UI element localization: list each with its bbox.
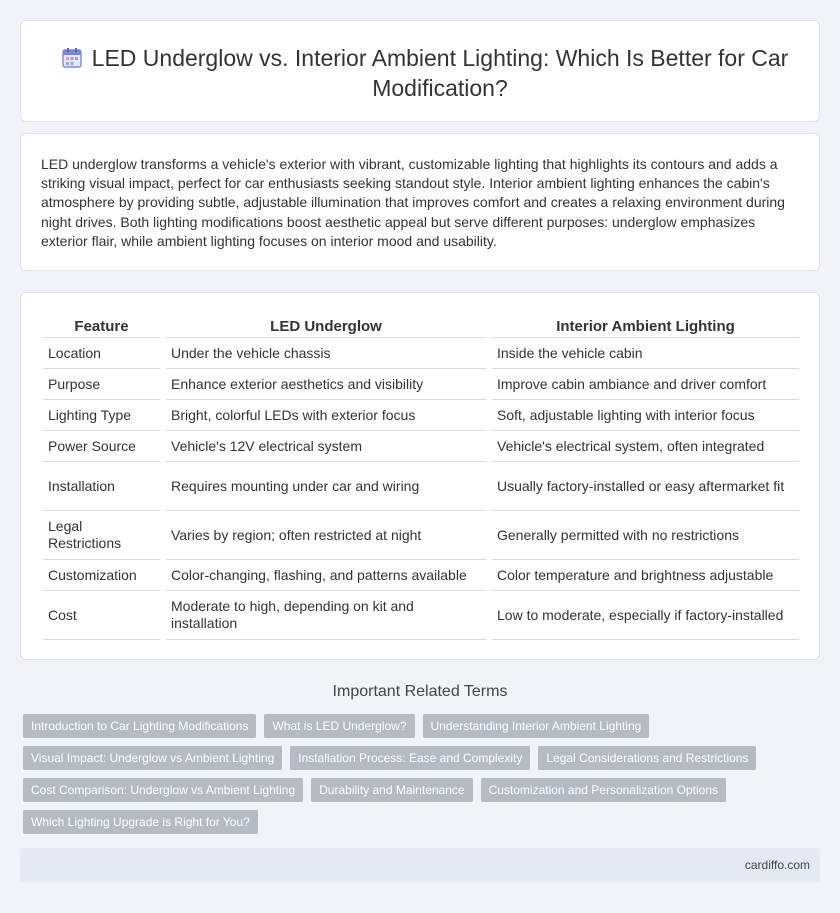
term-tag[interactable]: Customization and Personalization Options	[481, 778, 726, 802]
feature-cell: Lighting Type	[43, 400, 163, 431]
term-tag[interactable]: Introduction to Car Lighting Modifications	[23, 714, 256, 738]
footer	[20, 848, 820, 882]
related-terms-heading: Important Related Terms	[332, 683, 508, 700]
term-tag[interactable]: Cost Comparison: Underglow vs Ambient Lighting	[23, 778, 303, 802]
feature-cell: Power Source	[43, 431, 163, 462]
table-row	[43, 511, 799, 560]
ambient-cell: Soft, adjustable lighting with interior focus	[489, 400, 799, 431]
table-header-row	[43, 315, 799, 338]
feature-cell: Cost	[43, 591, 163, 640]
underglow-cell: Color-changing, flashing, and patterns available	[163, 560, 489, 591]
feature-cell: Purpose	[43, 369, 163, 400]
comparison-card	[20, 292, 820, 660]
feature-cell: Installation	[43, 462, 163, 511]
underglow-cell: Under the vehicle chassis	[163, 338, 489, 369]
title-card	[20, 20, 820, 122]
comparison-table	[43, 315, 799, 640]
feature-cell: Legal Restrictions	[43, 511, 163, 560]
footer-site-link[interactable]: cardiffo.com	[744, 858, 810, 872]
underglow-cell: Enhance exterior aesthetics and visibility	[163, 369, 489, 400]
ambient-cell: Improve cabin ambiance and driver comfort	[489, 369, 799, 400]
term-tag[interactable]: Visual Impact: Underglow vs Ambient Lighting	[23, 746, 282, 770]
intro-paragraph: LED underglow transforms a vehicle's exterior with vibrant, customizable lighting that highlights its contours and adds a striking visual impact, perfect for car enthusiasts seeking standout style. Interior ambient lighting enhances the cabin's atmosphere by providing subtle, adjustable illumination that improves comfort and creates a relaxing environment during night drives. Both lighting modifications boost aesthetic appeal but serve different purposes: underglow emphasizes exterior flair, while ambient lighting focuses on interior mood and usability.	[41, 156, 785, 249]
feature-cell: Location	[43, 338, 163, 369]
table-row	[43, 591, 799, 640]
term-tag[interactable]: Which Lighting Upgrade is Right for You?	[23, 810, 258, 834]
underglow-cell: Varies by region; often restricted at night	[163, 511, 489, 560]
underglow-cell: Moderate to high, depending on kit and installation	[163, 591, 489, 640]
table-row	[43, 462, 799, 511]
ambient-cell: Usually factory-installed or easy aftermarket fit	[489, 462, 799, 511]
term-tag[interactable]: Installation Process: Ease and Complexity	[290, 746, 530, 770]
table-row	[43, 560, 799, 591]
header-led-underglow: LED Underglow	[163, 315, 489, 338]
feature-cell: Customization	[43, 560, 163, 591]
page-title: LED Underglow vs. Interior Ambient Lighting: Which Is Better for Car Modification?	[91, 45, 789, 101]
ambient-cell: Inside the vehicle cabin	[489, 338, 799, 369]
underglow-cell: Bright, colorful LEDs with exterior focus	[163, 400, 489, 431]
term-tag[interactable]: Durability and Maintenance	[311, 778, 472, 802]
ambient-cell: Color temperature and brightness adjustable	[489, 560, 799, 591]
underglow-cell: Requires mounting under car and wiring	[163, 462, 489, 511]
header-interior-ambient: Interior Ambient Lighting	[489, 315, 799, 338]
term-tag[interactable]: What is LED Underglow?	[264, 714, 414, 738]
intro-card	[20, 133, 820, 271]
ambient-cell: Generally permitted with no restrictions	[489, 511, 799, 560]
table-row	[43, 431, 799, 462]
ambient-cell: Low to moderate, especially if factory-installed	[489, 591, 799, 640]
related-terms-list	[23, 714, 783, 834]
ambient-cell: Vehicle's electrical system, often integrated	[489, 431, 799, 462]
header-feature: Feature	[43, 315, 163, 338]
table-row	[43, 338, 799, 369]
table-row	[43, 400, 799, 431]
term-tag[interactable]: Legal Considerations and Restrictions	[538, 746, 756, 770]
term-tag[interactable]: Understanding Interior Ambient Lighting	[423, 714, 650, 738]
table-row	[43, 369, 799, 400]
underglow-cell: Vehicle's 12V electrical system	[163, 431, 489, 462]
